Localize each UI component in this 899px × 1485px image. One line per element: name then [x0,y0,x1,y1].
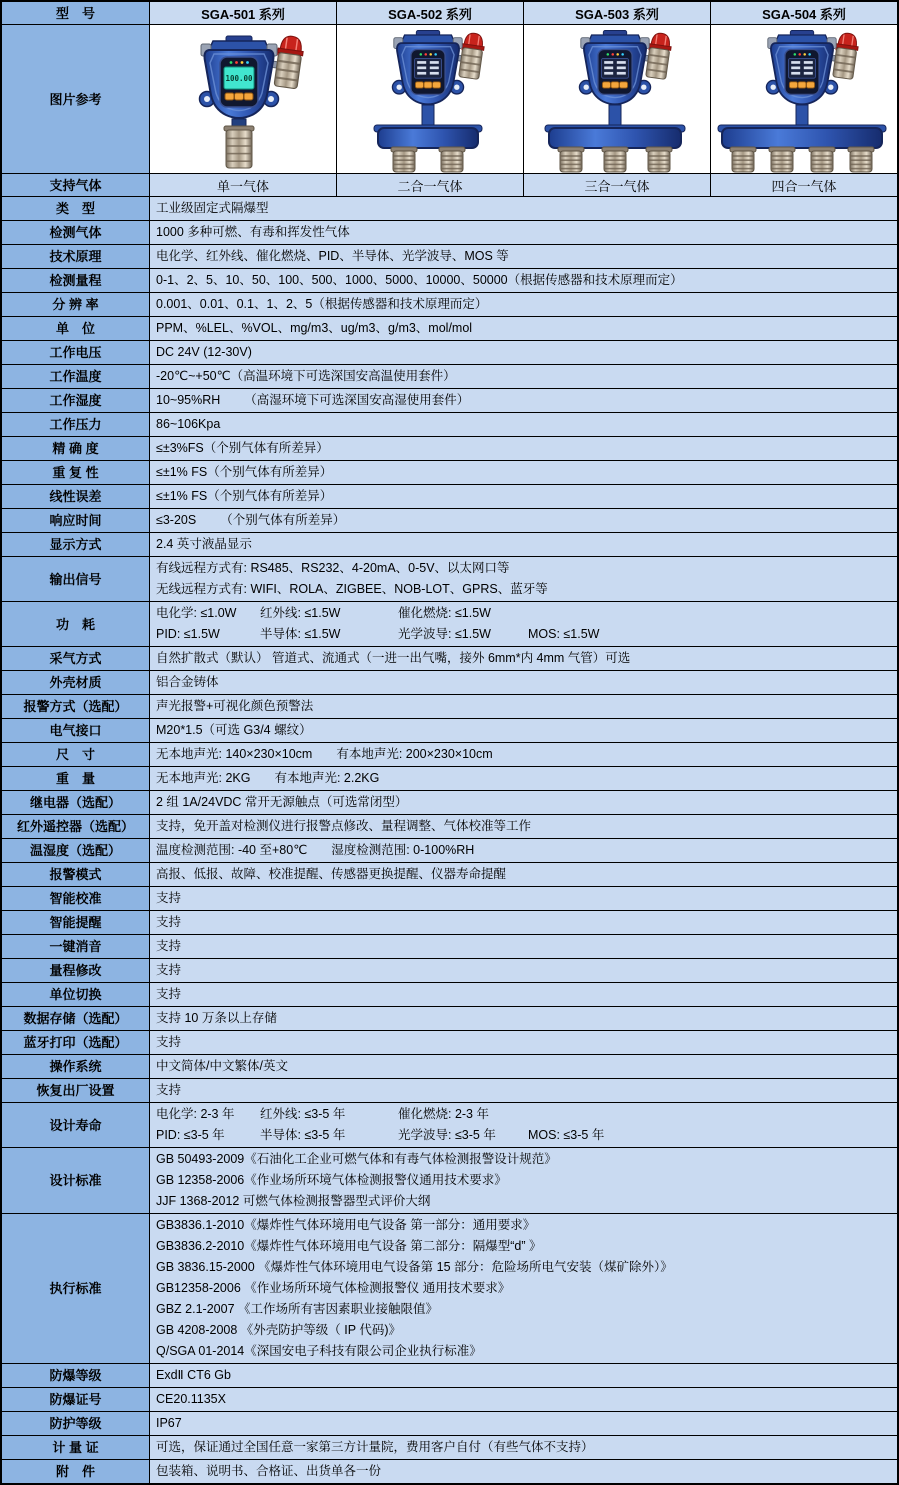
spec-row [2,695,897,719]
gas-detector-illustration [527,25,707,173]
model-name: SGA-502 系列 [337,2,524,24]
spec-text: 无本地声光: 2KG [156,771,251,785]
spec-line [156,984,891,1005]
row-label-image-reference: 图片参考 [2,25,150,173]
spec-row-label: 类 型 [2,197,150,220]
spec-row-value [150,743,897,766]
spec-row-label: 设计标准 [2,1148,150,1213]
model-name: SGA-504 系列 [711,2,897,24]
spec-text: 可选，保证通过全国任意一家第三方计量院，费用客户自付（有些气体不支持） [156,1440,594,1454]
spec-line [156,342,891,363]
spec-text: ≤3-20S [156,513,197,527]
spec-text: 支持 [156,915,182,929]
spec-row [2,1388,897,1412]
spec-line [156,510,891,531]
spec-row-label: 响应时间 [2,509,150,532]
spec-text: GBZ 2.1-2007 《工作场所有害因素职业接触限值》 [156,1302,438,1316]
spec-text: 半导体: ≤3-5 年 [260,1128,346,1142]
spec-line [156,294,891,315]
spec-text: -20℃~+50℃（高温环境下可选深国安高温使用套件） [156,369,456,383]
spec-row-label: 蓝牙打印（选配） [2,1031,150,1054]
spec-line [156,624,891,645]
spec-row-value [150,533,897,556]
spec-line [156,246,891,267]
spec-text: 支持 [156,1083,182,1097]
spec-text: （高湿环境下可选深国安高湿使用套件） [244,393,470,407]
spec-row-value [150,935,897,958]
model-name: SGA-503 系列 [524,2,711,24]
spec-text: Q/SGA 01-2014《深国安电子科技有限公司企业执行标准》 [156,1344,482,1358]
spec-row-value [150,791,897,814]
supported-gas-row [2,174,897,197]
spec-row-label: 执行标准 [2,1214,150,1363]
spec-text: 电化学: 2-3 年 [156,1107,235,1121]
spec-text: ≤±1% FS（个别气体有所差异） [156,489,333,503]
spec-text: 10~95%RH [156,393,221,407]
spec-row-value [150,245,897,268]
spec-line [156,912,891,933]
spec-row [2,461,897,485]
spec-row-label: 检测量程 [2,269,150,292]
spec-row-value [150,509,897,532]
spec-line [156,1191,891,1212]
spec-row-label: 技术原理 [2,245,150,268]
spec-row-label: 计 量 证 [2,1436,150,1459]
row-label-supported-gas: 支持气体 [2,174,150,196]
spec-line [156,1320,891,1341]
spec-row [2,485,897,509]
spec-row-value [150,647,897,670]
spec-text: 工业级固定式隔爆型 [156,201,269,215]
spec-row [2,533,897,557]
spec-text: MOS: ≤1.5W [528,627,600,641]
spec-row [2,815,897,839]
spec-row [2,293,897,317]
spec-row-label: 智能提醒 [2,911,150,934]
spec-row-label: 显示方式 [2,533,150,556]
spec-row-label: 输出信号 [2,557,150,601]
spec-text: 0-1、2、5、10、50、100、500、1000、5000、10000、50000（根据传感器和技术原理而定） [156,273,683,287]
spec-row [2,863,897,887]
supported-gas-cells [150,174,897,196]
spec-row-label: 报警模式 [2,863,150,886]
spec-row-label: 温湿度（选配） [2,839,150,862]
spec-text: GB 3836.15-2000 《爆炸性气体环境用电气设备第 15 部分：危险场所电气安装（煤矿除外）》 [156,1260,673,1274]
spec-row [2,647,897,671]
supported-gas-value: 单一气体 [150,174,337,196]
spec-text: PID: ≤3-5 年 [156,1128,225,1142]
spec-row-label: 外壳材质 [2,671,150,694]
spec-text: GB3836.2-2010《爆炸性气体环境用电气设备 第二部分：隔爆型“d” 》 [156,1239,542,1253]
spec-row-value [150,485,897,508]
spec-text: GB 12358-2006《作业场所环境气体检测报警仪通用技术要求》 [156,1173,507,1187]
spec-row-value [150,1079,897,1102]
spec-text: GB3836.1-2010《爆炸性气体环境用电气设备 第一部分：通用要求》 [156,1218,536,1232]
spec-text: 电化学、红外线、催化燃烧、PID、半导体、光学波导、MOS 等 [156,249,509,263]
spec-line [156,558,891,579]
spec-text: 有本地声光: 2.2KG [274,771,380,785]
spec-row-value [150,959,897,982]
spec-text: 中文简体/中文繁体/英文 [156,1059,288,1073]
spec-text: 支持 [156,891,182,905]
spec-row [2,413,897,437]
spec-row [2,1214,897,1364]
spec-text: PPM、%LEL、%VOL、mg/m3、ug/m3、g/m3、mol/mol [156,321,473,335]
spec-row-value [150,863,897,886]
spec-row-value [150,1103,897,1147]
spec-line [156,222,891,243]
spec-row-label: 尺 寸 [2,743,150,766]
spec-row-label: 设计寿命 [2,1103,150,1147]
spec-text: 无本地声光: 140×230×10cm [156,747,313,761]
spec-text: 2.4 英寸液晶显示 [156,537,252,551]
spec-text: 1000 多种可燃、有毒和挥发性气体 [156,225,350,239]
spec-text: MOS: ≤3-5 年 [528,1128,605,1142]
spec-text: 催化燃烧: ≤1.5W [398,606,491,620]
spec-text: 有线远程方式有: RS485、RS232、4-20mA、0-5V、以太网口等 [156,561,510,575]
spec-row [2,959,897,983]
spec-line [156,414,891,435]
spec-row-value [150,911,897,934]
spec-line [156,816,891,837]
spec-line [156,486,891,507]
spec-line [156,888,891,909]
spec-row [2,509,897,533]
spec-row-label: 工作电压 [2,341,150,364]
spec-row [2,197,897,221]
spec-row [2,887,897,911]
spec-row-label: 操作系统 [2,1055,150,1078]
spec-text: 铝合金铸体 [156,675,219,689]
spec-text: 86~106Kpa [156,417,221,431]
spec-row-value [150,413,897,436]
spec-row-value [150,695,897,718]
spec-row-label: 防护等级 [2,1412,150,1435]
spec-row-value [150,1055,897,1078]
spec-line [156,1032,891,1053]
spec-line [156,864,891,885]
spec-text: 温度检测范围: -40 至+80℃ [156,843,308,857]
spec-row-label: 精 确 度 [2,437,150,460]
spec-row [2,1436,897,1460]
spec-row [2,1364,897,1388]
gas-detector-illustration [340,25,520,173]
spec-row-label: 智能校准 [2,887,150,910]
spec-row-value [150,1148,897,1213]
spec-line [156,960,891,981]
spec-row [2,365,897,389]
spec-line [156,1365,891,1386]
spec-line [156,579,891,600]
supported-gas-value: 三合一气体 [524,174,711,196]
spec-line [156,1215,891,1236]
spec-rows-container [2,197,897,1483]
spec-text: GB 50493-2009《石油化工企业可燃气体和有毒气体检测报警设计规范》 [156,1152,557,1166]
spec-row [2,671,897,695]
spec-line [156,1104,891,1125]
spec-row [2,719,897,743]
spec-text: 光学波导: ≤3-5 年 [398,1128,496,1142]
spec-text: 自然扩散式（默认） 管道式、流通式（一进一出气嘴，接外 6mm*内 4mm 气管）可选 [156,651,631,665]
spec-row-value [150,1031,897,1054]
spec-row-value [150,719,897,742]
product-image-sga-502 [337,25,524,173]
spec-text: 催化燃烧: 2-3 年 [398,1107,489,1121]
spec-row-value [150,221,897,244]
spec-line [156,366,891,387]
spec-row-value [150,317,897,340]
spec-row-value [150,983,897,1006]
spec-text: GB12358-2006 《作业场所环境气体检测报警仪 通用技术要求》 [156,1281,511,1295]
supported-gas-value: 二合一气体 [337,174,524,196]
spec-text: 光学波导: ≤1.5W [398,627,491,641]
spec-line [156,1437,891,1458]
spec-row-label: 数据存储（选配） [2,1007,150,1030]
spec-line [156,1149,891,1170]
spec-row-value [150,557,897,601]
spec-line [156,1341,891,1362]
spec-text: 支持 [156,987,182,1001]
spec-text: PID: ≤1.5W [156,627,220,641]
spec-text: JJF 1368-2012 可燃气体检测报警器型式评价大纲 [156,1194,431,1208]
spec-line [156,792,891,813]
spec-row-value [150,365,897,388]
spec-text: ≤±3%FS（个别气体有所差异） [156,441,329,455]
spec-line [156,318,891,339]
spec-line [156,672,891,693]
spec-row [2,602,897,647]
spec-row-label: 重 复 性 [2,461,150,484]
spec-row-label: 工作压力 [2,413,150,436]
spec-row [2,767,897,791]
spec-row-label: 重 量 [2,767,150,790]
spec-text: 高报、低报、故障、校准提醒、传感器更换提醒、仪器寿命提醒 [156,867,507,881]
svg-text:100.00: 100.00 [225,74,253,83]
spec-row [2,1103,897,1148]
gas-detector-illustration [714,25,894,173]
spec-row [2,983,897,1007]
spec-text: 红外线: ≤1.5W [260,606,341,620]
spec-row [2,1007,897,1031]
spec-row [2,1460,897,1483]
spec-line [156,438,891,459]
spec-text: 0.001、0.01、0.1、1、2、5（根据传感器和技术原理而定） [156,297,488,311]
spec-row [2,557,897,602]
spec-row-label: 防爆证号 [2,1388,150,1411]
spec-line [156,768,891,789]
spec-line [156,603,891,624]
spec-row-value [150,1436,897,1459]
model-name: SGA-501 系列 [150,2,337,24]
spec-row-value [150,887,897,910]
spec-line [156,1236,891,1257]
image-row [2,25,897,174]
spec-row [2,791,897,815]
spec-row [2,1412,897,1436]
spec-row-label: 单位切换 [2,983,150,1006]
spec-text: 支持 [156,939,182,953]
spec-row-value [150,293,897,316]
spec-line [156,1278,891,1299]
product-image-sga-503 [524,25,711,173]
supported-gas-value: 四合一气体 [711,174,897,196]
spec-line [156,1125,891,1146]
spec-text: 支持 10 万条以上存储 [156,1011,277,1025]
spec-line [156,1257,891,1278]
spec-text: 包装箱、说明书、合格证、出货单各一份 [156,1464,382,1478]
spec-line [156,1080,891,1101]
spec-row-label: 恢复出厂设置 [2,1079,150,1102]
product-image-sga-504 [711,25,897,173]
spec-text: ExdⅡ CT6 Gb [156,1368,231,1382]
product-image-cells [150,25,897,173]
spec-line [156,390,891,411]
spec-row [2,389,897,413]
spec-line [156,696,891,717]
spec-row-value [150,1460,897,1483]
spec-row [2,317,897,341]
spec-row [2,221,897,245]
spec-text: ≤±1% FS（个别气体有所差异） [156,465,333,479]
spec-text: 无线远程方式有: WIFI、ROLA、ZIGBEE、NOB-LOT、GPRS、蓝牙等 [156,582,548,596]
spec-row-label: 分 辨 率 [2,293,150,316]
spec-line [156,462,891,483]
spec-row-value [150,602,897,646]
spec-row-value [150,767,897,790]
spec-line [156,744,891,765]
spec-text: DC 24V (12-30V) [156,345,252,359]
spec-row-label: 采气方式 [2,647,150,670]
spec-row-label: 附 件 [2,1460,150,1483]
spec-text: M20*1.5（可选 G3/4 螺纹） [156,723,312,737]
spec-row-value [150,1007,897,1030]
spec-row-value [150,1412,897,1435]
spec-row-label: 继电器（选配） [2,791,150,814]
spec-line [156,1461,891,1482]
spec-line [156,1299,891,1320]
spec-row-label: 电气接口 [2,719,150,742]
spec-line [156,534,891,555]
spec-text: 半导体: ≤1.5W [260,627,341,641]
spec-row [2,437,897,461]
spec-text: 电化学: ≤1.0W [156,606,237,620]
spec-text: CE20.1135X [156,1392,226,1406]
spec-row-value [150,671,897,694]
spec-row-value [150,815,897,838]
spec-row [2,743,897,767]
spec-text: 红外线: ≤3-5 年 [260,1107,346,1121]
spec-text: 湿度检测范围: 0-100%RH [331,843,475,857]
spec-row [2,341,897,365]
spec-line [156,1413,891,1434]
gas-detector-illustration [153,25,333,173]
spec-line [156,270,891,291]
spec-row-label: 报警方式（选配） [2,695,150,718]
spec-line [156,936,891,957]
spec-row-value [150,1214,897,1363]
spec-line [156,1170,891,1191]
spec-row-label: 检测气体 [2,221,150,244]
spec-row-value [150,269,897,292]
spec-row-value [150,197,897,220]
spec-row [2,1148,897,1214]
spec-line [156,648,891,669]
spec-line [156,1056,891,1077]
spec-text: 有本地声光: 200×230×10cm [336,747,493,761]
spec-row-label: 红外遥控器（选配） [2,815,150,838]
spec-line [156,1008,891,1029]
model-name-cells [150,2,897,24]
spec-row-label: 防爆等级 [2,1364,150,1387]
spec-line [156,840,891,861]
spec-row-label: 线性误差 [2,485,150,508]
spec-row [2,839,897,863]
row-label-model: 型 号 [2,2,150,24]
spec-row [2,911,897,935]
spec-text: 支持，免开盖对检测仪进行报警点修改、量程调整、气体校准等工作 [156,819,532,833]
spec-row-value [150,1388,897,1411]
spec-text: 声光报警+可视化颜色预警法 [156,699,314,713]
spec-row [2,1031,897,1055]
spec-line [156,720,891,741]
spec-text: 支持 [156,1035,182,1049]
spec-row-value [150,1364,897,1387]
spec-text: IP67 [156,1416,182,1430]
spec-text: GB 4208-2008 《外壳防护等级（ IP 代码)》 [156,1323,401,1337]
spec-row-label: 量程修改 [2,959,150,982]
spec-line [156,198,891,219]
spec-text: 2 组 1A/24VDC 常开无源触点（可选常闭型） [156,795,408,809]
spec-row-label: 工作湿度 [2,389,150,412]
spec-row-label: 单 位 [2,317,150,340]
spec-row [2,1055,897,1079]
spec-row-label: 功 耗 [2,602,150,646]
spec-row [2,245,897,269]
spec-text: 支持 [156,963,182,977]
spec-row-value [150,839,897,862]
product-image-sga-501 [150,25,337,173]
spec-text: （个别气体有所差异） [220,513,346,527]
spec-row-value [150,461,897,484]
spec-row [2,269,897,293]
header-row [2,2,897,25]
spec-row-value [150,437,897,460]
spec-row [2,1079,897,1103]
spec-row-value [150,341,897,364]
spec-row-value [150,389,897,412]
spec-row-label: 工作温度 [2,365,150,388]
spec-line [156,1389,891,1410]
spec-row [2,935,897,959]
spec-row-label: 一键消音 [2,935,150,958]
